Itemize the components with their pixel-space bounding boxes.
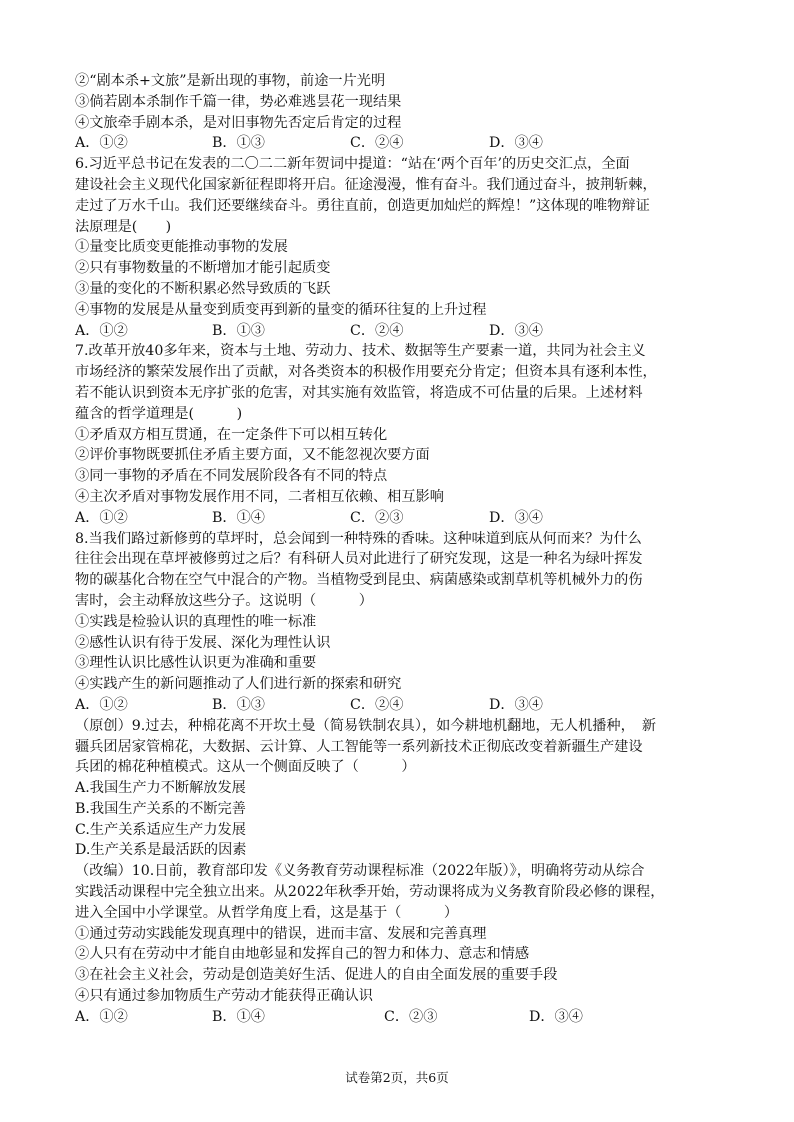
option-a: A．①② xyxy=(75,1008,128,1025)
question-stem-line: 市场经济的繁荣发展作出了贡献，对各类资本的积极作用要充分肯定；但资本具有逐利本性， xyxy=(75,364,657,381)
option-d: D．③④ xyxy=(529,1008,583,1025)
option-c: C．②④ xyxy=(350,135,404,152)
statement-line: ④事物的发展是从量变到质变再到新的量变的循环往复的上升过程 xyxy=(75,301,487,318)
question-stem-line: 物的碳基化合物在空气中混合的产物。当植物受到昆虫、病菌感染或割草机等机械外力的伤 xyxy=(75,572,643,589)
statement-line: ④文旅牵手剧本杀，是对旧事物先否定后肯定的过程 xyxy=(75,114,402,131)
answer-options xyxy=(75,1007,725,1028)
answer-options xyxy=(75,695,725,716)
question-5-tail xyxy=(75,71,725,154)
question-stem-line: （改编）10.日前，教育部印发《义务教育劳动课程标准（2022年版）》，明确将劳动从综合 xyxy=(75,863,645,880)
exam-page-content xyxy=(75,71,725,1028)
answer-options xyxy=(75,133,725,154)
option-b: B.我国生产关系的不断完善 xyxy=(75,800,246,817)
question-stem-line: 往往会出现在草坪被修剪过之后？有科研人员对此进行了研究发现，这是一种名为绿叶挥发 xyxy=(75,551,643,568)
option-d: D．③④ xyxy=(489,696,543,713)
statement-line: ①量变比质变更能推动事物的发展 xyxy=(75,239,288,256)
question-10 xyxy=(75,861,725,1027)
question-stem-line: 8.当我们路过新修剪的草坪时，总会闻到一种特殊的香味。这种味道到底从何而来？为什么 xyxy=(75,530,642,547)
question-stem-line: （原创）9.过去，种棉花离不开坎土曼（简易铁制农具），如今耕地机翻地，无人机播种， 新 xyxy=(75,717,657,734)
statement-line: ②感性认识有待于发展、深化为理性认识 xyxy=(75,634,331,651)
question-stem-line: 疆兵团居家管棉花，大数据、云计算、人工智能等一系列新技术正彻底改变着新疆生产建设 xyxy=(75,738,643,755)
statement-line: ②评价事物既要抓住矛盾主要方面，又不能忽视次要方面 xyxy=(75,447,430,464)
statement-line: ①矛盾双方相互贯通，在一定条件下可以相互转化 xyxy=(75,426,388,443)
question-stem-line: 建设社会主义现代化国家新征程即将开启。征途漫漫，惟有奋斗。我们通过奋斗，披荆斩棘， xyxy=(75,176,657,193)
statement-line: ②只有事物数量的不断增加才能引起质变 xyxy=(75,260,331,277)
statement-line: ③倘若剧本杀制作千篇一律，势必难逃昙花一现结果 xyxy=(75,93,402,110)
option-c: C．②④ xyxy=(350,696,404,713)
option-a: A．①② xyxy=(75,322,128,339)
page-footer: 试卷第2页，共6页 xyxy=(345,1070,449,1085)
question-7 xyxy=(75,341,725,528)
option-a: A．①② xyxy=(75,135,128,152)
option-d: D．③④ xyxy=(489,509,543,526)
statement-line: ②人只有在劳动中才能自由地彰显和发挥自己的智力和体力、意志和情感 xyxy=(75,946,530,963)
option-b: B．①④ xyxy=(212,509,265,526)
question-stem-line: 蕴含的哲学道理是( ) xyxy=(75,405,243,422)
question-stem-line: 进入全国中小学课堂。从哲学角度上看，这是基于（ ） xyxy=(75,904,459,921)
option-b: B．①③ xyxy=(212,135,265,152)
statement-line: ①实践是检验认识的真理性的唯一标准 xyxy=(75,613,317,630)
option-b: B．①③ xyxy=(212,696,265,713)
option-c: C．②④ xyxy=(350,322,404,339)
statement-line: ③同一事物的矛盾在不同发展阶段各有不同的特点 xyxy=(75,468,388,485)
option-d: D．③④ xyxy=(489,322,543,339)
question-stem-line: 害时，会主动释放这些分子。这说明（ ） xyxy=(75,592,373,609)
statement-line: ③量的变化的不断积累必然导致质的飞跃 xyxy=(75,280,331,297)
question-stem-line: 7.改革开放40多年来，资本与土地、劳动力、技术、数据等生产要素一道，共同为社会主义 xyxy=(75,343,646,360)
question-stem-line: 若不能认识到资本无序扩张的危害，对其实施有效监管，将造成不可估量的后果。上述材料 xyxy=(75,384,643,401)
answer-options xyxy=(75,508,725,529)
option-a: A.我国生产力不断解放发展 xyxy=(75,780,246,797)
question-6 xyxy=(75,154,725,341)
option-c: C．②③ xyxy=(350,509,404,526)
option-b: B．①③ xyxy=(212,322,265,339)
question-8 xyxy=(75,529,725,716)
statement-line: ③理性认识比感性认识更为准确和重要 xyxy=(75,655,317,672)
statement-line: ①通过劳动实践能发现真理中的错误，进而丰富、发展和完善真理 xyxy=(75,925,487,942)
question-9 xyxy=(75,716,725,862)
question-stem-line: 实践活动课程中完全独立出来。从2022年秋季开始，劳动课将成为义务教育阶段必修的课程， xyxy=(75,884,665,901)
option-a: A．①② xyxy=(75,696,128,713)
question-stem-line: 法原理是( ) xyxy=(75,218,172,235)
statement-line: ③在社会主义社会，劳动是创造美好生活、促进人的自由全面发展的重要手段 xyxy=(75,967,558,984)
option-c: C.生产关系适应生产力发展 xyxy=(75,821,246,838)
statement-line: ④实践产生的新问题推动了人们进行新的探索和研究 xyxy=(75,676,402,693)
option-d: D．③④ xyxy=(489,135,543,152)
answer-options xyxy=(75,321,725,342)
question-stem-line: 走过了万水千山。我们还要继续奋斗。勇往直前，创造更加灿烂的辉煌！”这体现的唯物辩证 xyxy=(75,197,650,214)
option-a: A．①② xyxy=(75,509,128,526)
statement-line: ④只有通过参加物质生产劳动才能获得正确认识 xyxy=(75,988,373,1005)
statement-line: ②“剧本杀+文旅”是新出现的事物，前途一片光明 xyxy=(75,73,386,89)
option-b: B．①④ xyxy=(212,1008,265,1025)
option-d: D.生产关系是最活跃的因素 xyxy=(75,842,247,859)
statement-line: ④主次矛盾对事物发展作用不同，二者相互依赖、相互影响 xyxy=(75,488,444,505)
question-stem-line: 兵团的棉花种植模式。这从一个侧面反映了（ ） xyxy=(75,759,416,776)
option-c: C．②③ xyxy=(384,1008,438,1025)
question-stem-line: 6.习近平总书记在发表的二〇二二新年贺词中提道：“站在‘两个百年’的历史交汇点，全面 xyxy=(75,156,630,173)
